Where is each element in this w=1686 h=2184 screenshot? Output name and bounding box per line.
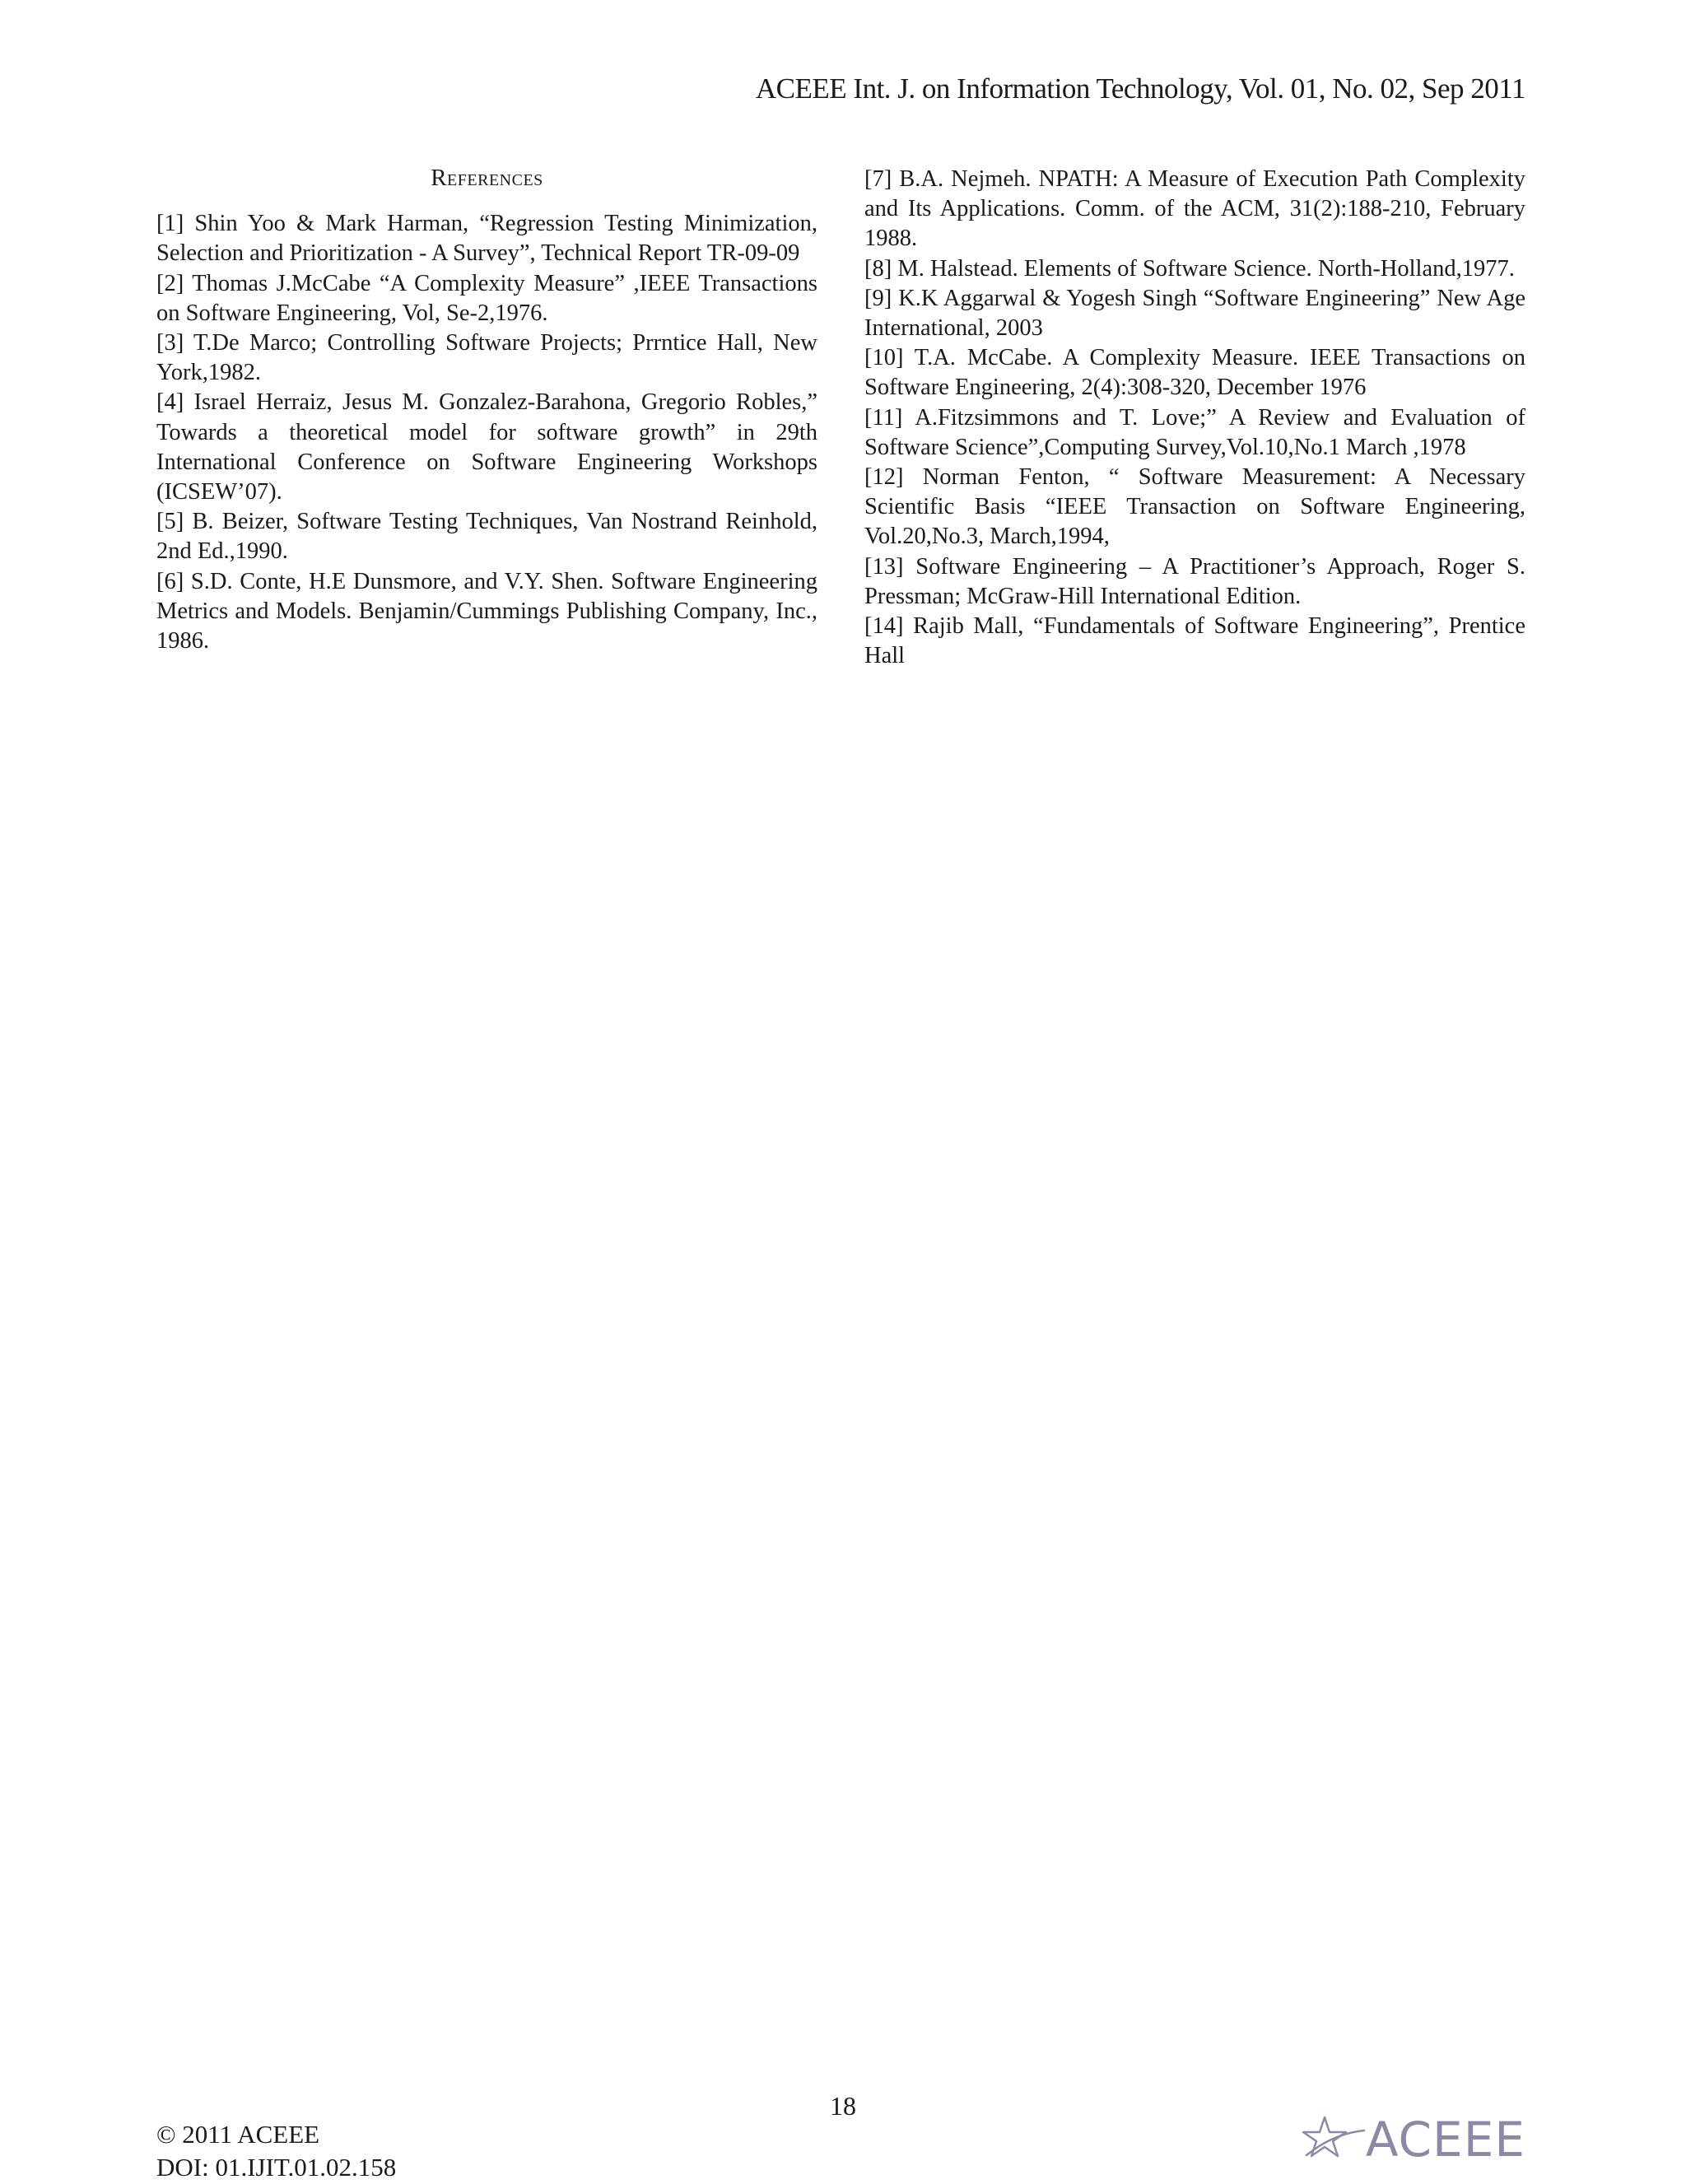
page-number: 18 <box>830 2091 856 2121</box>
copyright-notice: © 2011 ACEEE <box>156 2120 320 2149</box>
aceee-logo <box>1300 2112 1525 2168</box>
reference-item: [2] Thomas J.McCabe “A Complexity Measure” ,IEEE Transactions on Software Engineering, Vol, Se-2,1976. <box>156 270 817 326</box>
reference-item: [9] K.K Aggarwal & Yogesh Singh “Software Engineering” New Age International, 2003 <box>864 285 1525 342</box>
reference-item: [8] M. Halstead. Elements of Software Science. North-Holland,1977. <box>864 255 1515 282</box>
doi: DOI: 01.IJIT.01.02.158 <box>156 2153 397 2182</box>
footer-info <box>156 2118 396 2184</box>
reference-item: [7] B.A. Nejmeh. NPATH: A Measure of Execution Path Complexity and Its Applications. Comm. of the ACM, 31(2):188-210, February 1988. <box>864 166 1525 252</box>
reference-item: [10] T.A. McCabe. A Complexity Measure. IEEE Transactions on Software Engineering, 2(4):308-320, December 1976 <box>864 345 1525 401</box>
reference-item: [11] A.Fitzsimmons and T. Love;” A Review and Evaluation of Software Science”,Computing Survey,Vol.10,No.1 March ,1978 <box>864 404 1525 460</box>
logo-text: ACEEE <box>1365 2112 1525 2168</box>
reference-item: [4] Israel Herraiz, Jesus M. Gonzalez-Barahona, Gregorio Robles,” Towards a theoretical model for software growth” in 29th International Conference on Software Engineering Workshops (ICSEW’07). <box>156 389 817 505</box>
running-header: ACEEE Int. J. on Information Technology, Vol. 01, No. 02, Sep 2011 <box>755 72 1525 105</box>
star-swoosh-icon <box>1300 2112 1366 2168</box>
references-heading: References <box>431 165 543 191</box>
reference-item: [5] B. Beizer, Software Testing Techniques, Van Nostrand Reinhold, 2nd Ed.,1990. <box>156 509 817 565</box>
reference-item: [13] Software Engineering – A Practitioner’s Approach, Roger S. Pressman; McGraw-Hill International Edition. <box>864 553 1525 609</box>
reference-item: [3] T.De Marco; Controlling Software Projects; Prrntice Hall, New York,1982. <box>156 330 817 386</box>
references-left-column <box>156 156 817 656</box>
references-right-column <box>864 165 1525 671</box>
reference-item: [14] Rajib Mall, “Fundamentals of Software Engineering”, Prentice Hall <box>864 613 1525 669</box>
reference-item: [6] S.D. Conte, H.E Dunsmore, and V.Y. Shen. Software Engineering Metrics and Models. Benjamin/Cummings Publishing Company, Inc., 1986. <box>156 568 817 654</box>
reference-item: [1] Shin Yoo & Mark Harman, “Regression Testing Minimization, Selection and Prioritization - A Survey”, Technical Report TR-09-09 <box>156 211 817 267</box>
reference-item: [12] Norman Fenton, “ Software Measurement: A Necessary Scientific Basis “IEEE Transaction on Software Engineering, Vol.20,No.3, March,1994, <box>864 464 1525 550</box>
